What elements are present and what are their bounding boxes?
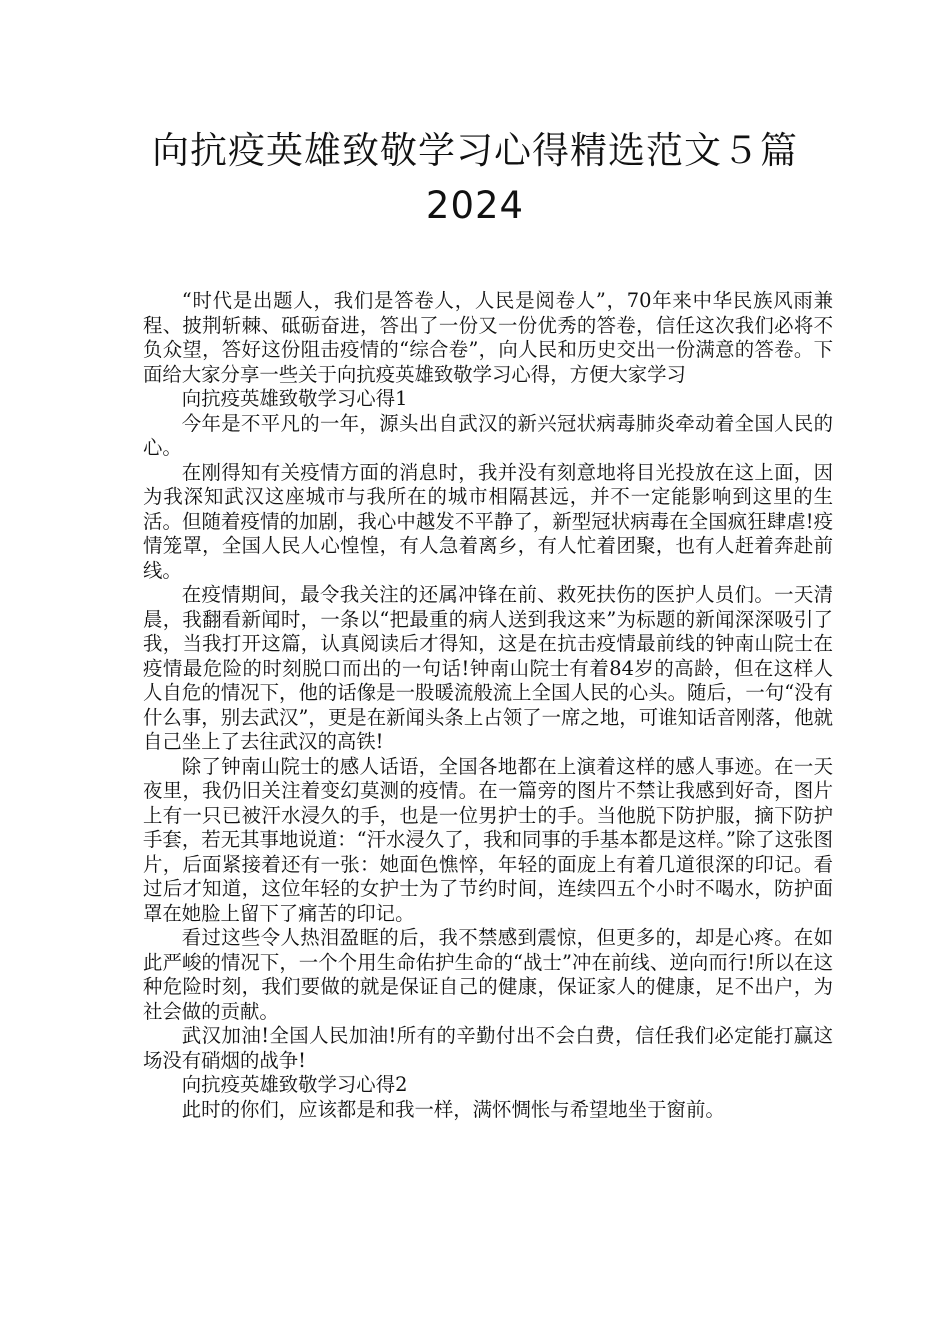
section-heading-2: 向抗疫英雄致敬学习心得2 [181, 1073, 408, 1096]
intro-paragraph: “时代是出题人，我们是答卷人，人民是阅卷人”，70年来中华民族风雨兼程、披荆斩棘、砥砺奋进，答出了一份又一份优秀的答卷，信任这次我们必将不负众望，答好这份阻击疫情的“综合卷”，向人民和历史交出一份满意的答卷。下面给大家分享一些关于向抗疫英雄致敬学习心得，方便大家学习 [143, 289, 833, 386]
section-heading-1: 向抗疫英雄致敬学习心得1 [181, 387, 408, 410]
document-body [143, 289, 833, 1122]
title-line-1: 向抗疫英雄致敬学习心得精选范文５篇 [152, 129, 798, 172]
body-paragraph: 看过这些令人热泪盈眶的后，我不禁感到震惊，但更多的，却是心疼。在如此严峻的情况下，一个个用生命佑护生命的“战士”冲在前线、逆向而行!所以在这种危险时刻，我们要做的就是保证自己的健康，保证家人的健康，足不出户，为社会做的贡献。 [143, 926, 833, 1023]
body-paragraph: 武汉加油!全国人民加油!所有的辛勤付出不会白费，信任我们必定能打赢这场没有硝烟的战争! [143, 1024, 833, 1072]
body-paragraph: 今年是不平凡的一年，源头出自武汉的新兴冠状病毒肺炎牵动着全国人民的心。 [143, 411, 833, 459]
body-paragraph: 此时的你们，应该都是和我一样，满怀惆怅与希望地坐于窗前。 [181, 1097, 725, 1121]
title-line-2: 2024 [425, 184, 525, 227]
body-paragraph: 除了钟南山院士的感人话语，全国各地都在上演着这样的感人事迹。在一天夜里，我仍旧关注着变幻莫测的疫情。在一篇旁的图片不禁让我感到好奇，图片上有一只已被汗水浸久的手，也是一位男护士的手。当他脱下防护服，摘下防护手套，若无其事地说道：“汗水浸久了，我和同事的手基本都是这样。”除了这张图片，后面紧接着还有一张：她面色憔悴，年轻的面庞上有着几道很深的印记。看过后才知道，这位年轻的女护士为了节约时间，连续四五个小时不喝水，防护面罩在她脸上留下了痛苦的印记。 [143, 754, 833, 925]
body-paragraph: 在刚得知有关疫情方面的消息时，我并没有刻意地将目光投放在这上面，因为我深知武汉这座城市与我所在的城市相隔甚远，并不一定能影响到这里的生活。但随着疫情的加剧，我心中越发不平静了，新型冠状病毒在全国疯狂肆虐!疫情笼罩，全国人民人心惶惶，有人急着离乡，有人忙着团聚，也有人赶着奔赴前线。 [143, 460, 833, 582]
body-paragraph: 在疫情期间，最令我关注的还属冲锋在前、救死扶伤的医护人员们。一天清晨，我翻看新闻时，一条以“把最重的病人送到我这来”为标题的新闻深深吸引了我，当我打开这篇，认真阅读后才得知，这是在抗击疫情最前线的钟南山院士在疫情最危险的时刻脱口而出的一句话!钟南山院士有着84岁的高龄，但在这样人人自危的情况下，他的话像是一股暖流般流上全国人民的心头。随后，一句“没有什么事，别去武汉”，更是在新闻头条上占领了一席之地，可谁知话音刚落，他就自己坐上了去往武汉的高铁! [143, 583, 833, 753]
document-title [120, 123, 830, 233]
